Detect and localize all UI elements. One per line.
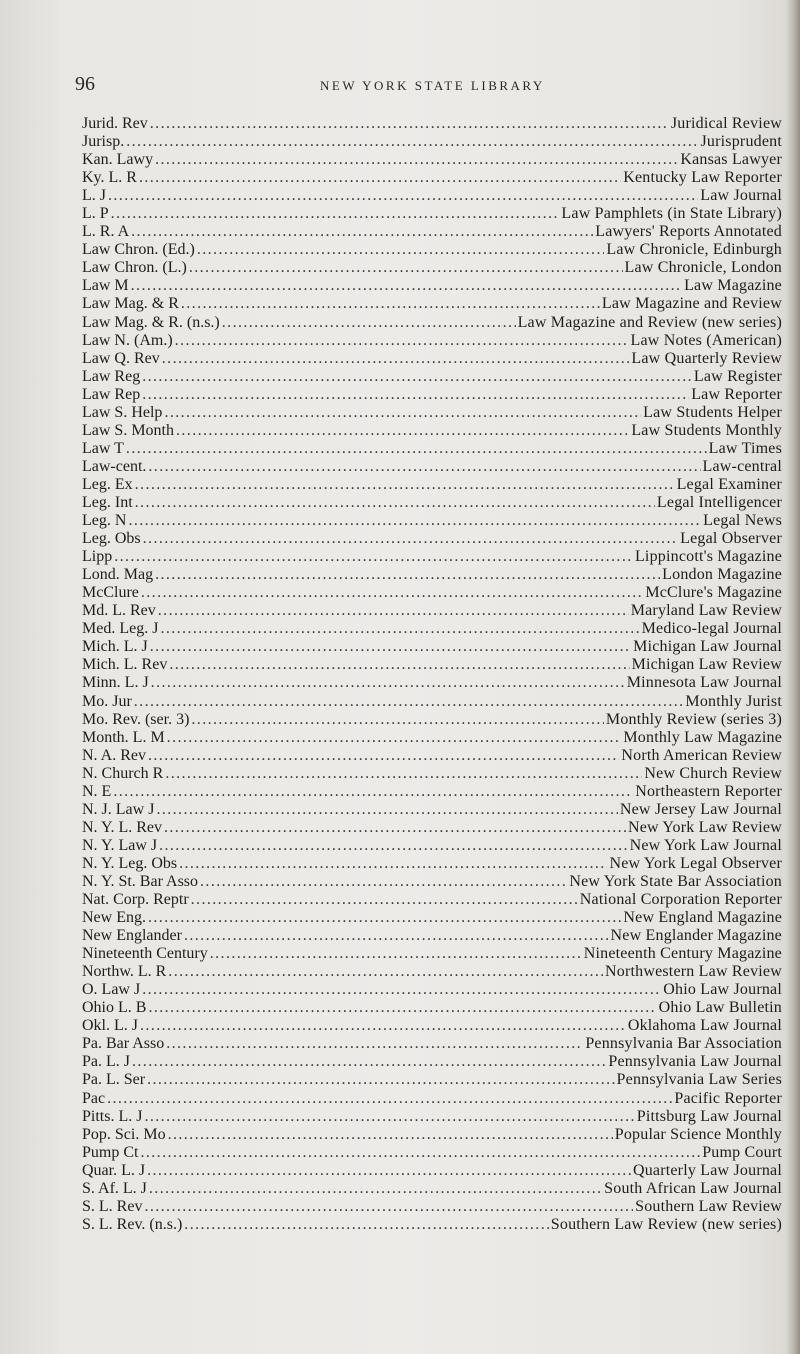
list-item <box>82 693 782 711</box>
abbreviation: Pop. Sci. Mo <box>82 1125 166 1143</box>
dot-leader <box>107 1090 672 1108</box>
dot-leader <box>142 981 661 999</box>
full-title: Medico-legal Journal <box>641 620 782 638</box>
full-title: Legal Intelligencer <box>656 493 782 511</box>
abbreviation: S. L. Rev <box>82 1197 143 1215</box>
list-item <box>82 223 782 241</box>
abbreviation: N. Y. Leg. Obs <box>82 854 178 872</box>
full-title: Legal News <box>703 512 782 530</box>
list-item <box>82 1035 782 1053</box>
dot-leader <box>149 1180 602 1198</box>
full-title: Pittsburg Law Journal <box>636 1107 782 1125</box>
dot-leader <box>140 1017 626 1035</box>
list-item <box>82 873 782 891</box>
dot-leader <box>184 1216 548 1234</box>
abbreviation: Md. L. Rev <box>82 602 156 620</box>
abbreviation: S. Af. L. J <box>82 1179 147 1197</box>
abbreviation: Pac <box>82 1089 106 1107</box>
full-title: Jurisprudent <box>700 133 782 151</box>
full-title: Ohio Law Bulletin <box>658 999 782 1017</box>
dot-leader <box>160 620 639 638</box>
dot-leader <box>184 927 609 945</box>
dot-leader <box>168 1126 613 1144</box>
dot-leader <box>151 674 625 692</box>
dot-leader <box>140 1144 700 1162</box>
list-item <box>82 1162 782 1180</box>
full-title: Law Pamphlets (in State Library) <box>561 205 782 223</box>
full-title: Maryland Law Review <box>630 602 782 620</box>
list-item <box>82 765 782 783</box>
dot-leader <box>155 566 660 584</box>
dot-leader <box>197 241 605 259</box>
dot-leader <box>143 530 678 548</box>
abbreviation-list <box>82 115 782 1234</box>
page-edge-shadow <box>786 0 800 1354</box>
full-title: North American Review <box>621 746 782 764</box>
full-title: Pennsylvania Law Journal <box>608 1053 782 1071</box>
abbreviation: N. A. Rev <box>82 746 146 764</box>
list-item <box>82 963 782 981</box>
abbreviation: Quar. L. J <box>82 1161 146 1179</box>
dot-leader <box>144 1198 633 1216</box>
abbreviation: Law-cent. <box>82 457 147 475</box>
abbreviation: Leg. Obs <box>82 530 141 548</box>
abbreviation: Law Reg <box>82 367 141 385</box>
full-title: Law Magazine and Review (new series) <box>517 313 782 331</box>
abbreviation: Law T <box>82 439 124 457</box>
abbreviation: Law S. Month <box>82 421 174 439</box>
full-title: Lippincott's Magazine <box>634 548 782 566</box>
dot-leader <box>191 891 578 909</box>
full-title: Kansas Lawyer <box>680 151 782 169</box>
abbreviation: Pa. Bar Asso <box>82 1035 165 1053</box>
list-item <box>82 819 782 837</box>
list-item <box>82 530 782 548</box>
dot-leader <box>114 548 633 566</box>
dot-leader <box>164 404 641 422</box>
full-title: Southern Law Review <box>635 1197 782 1215</box>
list-item <box>82 133 782 151</box>
list-item <box>82 638 782 656</box>
dot-leader <box>200 873 567 891</box>
abbreviation: S. L. Rev. (n.s.) <box>82 1215 183 1233</box>
dot-leader <box>126 133 698 151</box>
dot-leader <box>142 386 689 404</box>
list-item <box>82 512 782 530</box>
abbreviation: Law S. Help <box>82 403 163 421</box>
abbreviation: N. Church R <box>82 764 164 782</box>
full-title: Popular Science Monthly <box>614 1125 782 1143</box>
full-title: Pennsylvania Law Series <box>616 1071 782 1089</box>
full-title: Law Magazine <box>684 277 782 295</box>
full-title: Law Quarterly Review <box>631 349 782 367</box>
dot-leader <box>150 638 631 656</box>
full-title: Pacific Reporter <box>674 1089 782 1107</box>
abbreviation: Pa. L. Ser <box>82 1071 146 1089</box>
abbreviation: Law Mag. & R. (n.s.) <box>82 313 220 331</box>
list-item <box>82 422 782 440</box>
abbreviation: Med. Leg. J <box>82 620 159 638</box>
list-item <box>82 602 782 620</box>
list-item <box>82 981 782 999</box>
full-title: Nineteenth Century Magazine <box>583 945 782 963</box>
full-title: Monthly Review (series 3) <box>605 710 782 728</box>
abbreviation: L. R. A <box>82 223 130 241</box>
dot-leader <box>179 855 607 873</box>
full-title: Juridical Review <box>670 115 782 132</box>
list-item <box>82 1180 782 1198</box>
dot-leader <box>113 783 633 801</box>
dot-leader <box>135 494 655 512</box>
list-item <box>82 368 782 386</box>
abbreviation: Northw. L. R <box>82 963 167 981</box>
abbreviation: Kan. Lawy <box>82 151 154 169</box>
list-item <box>82 187 782 205</box>
list-item <box>82 1090 782 1108</box>
list-item <box>82 1126 782 1144</box>
list-item <box>82 855 782 873</box>
dot-leader <box>156 801 617 819</box>
abbreviation: Jurid. Rev <box>82 115 148 132</box>
full-title: Law Chronicle, Edinburgh <box>606 241 782 259</box>
list-item <box>82 584 782 602</box>
dot-leader <box>126 440 707 458</box>
abbreviation: Mo. Jur <box>82 692 132 710</box>
list-item <box>82 783 782 801</box>
list-item <box>82 909 782 927</box>
list-item <box>82 1144 782 1162</box>
abbreviation: N. Y. Law J <box>82 836 158 854</box>
abbreviation: Month. L. M <box>82 728 165 746</box>
dot-leader <box>165 765 642 783</box>
full-title: Pump Court <box>702 1143 782 1161</box>
full-title: New York State Bar Association <box>569 872 782 890</box>
abbreviation: Law Q. Rev <box>82 349 160 367</box>
abbreviation: Nineteenth Century <box>82 945 208 963</box>
list-item <box>82 259 782 277</box>
abbreviation: N. E <box>82 782 112 800</box>
abbreviation: New Englander <box>82 927 182 945</box>
list-item <box>82 205 782 223</box>
list-item <box>82 1108 782 1126</box>
full-title: New Englander Magazine <box>610 927 782 945</box>
dot-leader <box>148 747 619 765</box>
full-title: National Corporation Reporter <box>579 891 782 909</box>
list-item <box>82 1216 782 1234</box>
dot-leader <box>210 945 582 963</box>
dot-leader <box>159 837 627 855</box>
full-title: Law-central <box>702 457 782 475</box>
full-title: Michigan Law Review <box>631 656 782 674</box>
abbreviation: Jurisp. <box>82 133 125 151</box>
list-item <box>82 548 782 566</box>
list-item <box>82 386 782 404</box>
list-item <box>82 747 782 765</box>
full-title: New England Magazine <box>623 909 782 927</box>
full-title: Legal Examiner <box>676 475 782 493</box>
abbreviation: Okl. L. J <box>82 1017 138 1035</box>
abbreviation: N. Y. St. Bar Asso <box>82 872 199 890</box>
abbreviation: Law Mag. & R <box>82 295 179 313</box>
list-item <box>82 1053 782 1071</box>
full-title: Law Reporter <box>691 385 782 403</box>
list-item <box>82 332 782 350</box>
abbreviation: Lond. Mag <box>82 566 154 584</box>
abbreviation: New Eng. <box>82 909 146 927</box>
list-item <box>82 729 782 747</box>
abbreviation: Law Chron. (Ed.) <box>82 241 195 259</box>
full-title: Kentucky Law Reporter <box>623 169 782 187</box>
abbreviation: Law Chron. (L.) <box>82 259 187 277</box>
dot-leader <box>150 115 669 133</box>
dot-leader <box>175 332 629 350</box>
dot-leader <box>139 169 621 187</box>
abbreviation: Leg. N <box>82 512 127 530</box>
list-item <box>82 999 782 1017</box>
abbreviation: Pa. L. J <box>82 1053 130 1071</box>
list-item <box>82 404 782 422</box>
dot-leader <box>148 999 656 1017</box>
full-title: Northeastern Reporter <box>635 782 782 800</box>
abbreviation: Minn. L. J <box>82 674 149 692</box>
abbreviation: L. P <box>82 205 109 223</box>
full-title: London Magazine <box>662 566 782 584</box>
full-title: Law Times <box>708 439 782 457</box>
list-item <box>82 711 782 729</box>
list-item <box>82 295 782 313</box>
abbreviation: Pitts. L. J <box>82 1107 143 1125</box>
list-item <box>82 1017 782 1035</box>
dot-leader <box>222 314 516 332</box>
dot-leader <box>176 422 629 440</box>
dot-leader <box>168 963 603 981</box>
dot-leader <box>134 693 684 711</box>
abbreviation: N. Y. L. Rev <box>82 818 162 836</box>
dot-leader <box>135 476 675 494</box>
dot-leader <box>148 458 700 476</box>
running-head: NEW YORK STATE LIBRARY <box>320 78 545 93</box>
list-item <box>82 314 782 332</box>
list-item <box>82 115 782 133</box>
dot-leader <box>142 368 692 386</box>
full-title: Southern Law Review (new series) <box>550 1215 782 1233</box>
abbreviation: Law Rep <box>82 385 141 403</box>
abbreviation: Law N. (Am.) <box>82 331 173 349</box>
full-title: New York Law Journal <box>629 836 782 854</box>
full-title: McClure's Magazine <box>645 584 782 602</box>
dot-leader <box>147 1071 614 1089</box>
abbreviation: Ohio L. B <box>82 999 147 1017</box>
dot-leader <box>144 1108 634 1126</box>
dot-leader <box>167 729 622 747</box>
full-title: Michigan Law Journal <box>633 638 782 656</box>
dot-leader <box>155 151 678 169</box>
list-item <box>82 350 782 368</box>
dot-leader <box>158 602 629 620</box>
abbreviation: Law M <box>82 277 129 295</box>
list-item <box>82 169 782 187</box>
dot-leader <box>169 656 629 674</box>
abbreviation: N. J. Law J <box>82 800 155 818</box>
dot-leader <box>166 1035 583 1053</box>
abbreviation: Nat. Corp. Reptr <box>82 891 189 909</box>
list-item <box>82 674 782 692</box>
full-title: Minnesota Law Journal <box>626 674 782 692</box>
list-item <box>82 476 782 494</box>
dot-leader <box>148 909 621 927</box>
list-item <box>82 494 782 512</box>
full-title: Monthly Jurist <box>685 692 782 710</box>
abbreviation: O. Law J <box>82 981 141 999</box>
full-title: Law Register <box>693 367 782 385</box>
page-number: 96 <box>75 73 95 95</box>
abbreviation: Pump Ct <box>82 1143 139 1161</box>
abbreviation: L. J <box>82 187 106 205</box>
list-item <box>82 440 782 458</box>
full-title: Law Students Monthly <box>631 421 782 439</box>
dot-leader <box>162 350 630 368</box>
full-title: Monthly Law Magazine <box>623 728 782 746</box>
full-title: Oklahoma Law Journal <box>627 1017 782 1035</box>
dot-leader <box>164 819 626 837</box>
list-item <box>82 927 782 945</box>
abbreviation: Leg. Int <box>82 493 133 511</box>
full-title: Law Notes (American) <box>630 331 782 349</box>
list-item <box>82 458 782 476</box>
dot-leader <box>189 259 623 277</box>
full-title: Legal Observer <box>680 530 782 548</box>
full-title: New York Legal Observer <box>609 854 782 872</box>
dot-leader <box>128 512 701 530</box>
dot-leader <box>147 1162 631 1180</box>
full-title: Law Magazine and Review <box>601 295 782 313</box>
dot-leader <box>131 277 682 295</box>
abbreviation: Lipp <box>82 548 113 566</box>
list-item <box>82 277 782 295</box>
list-item <box>82 945 782 963</box>
dot-leader <box>181 295 600 313</box>
dot-leader <box>108 187 698 205</box>
list-item <box>82 801 782 819</box>
full-title: South African Law Journal <box>604 1179 782 1197</box>
abbreviation: Mich. L. J <box>82 638 148 656</box>
list-item <box>82 1071 782 1089</box>
dot-leader <box>141 584 643 602</box>
full-title: New York Law Review <box>627 818 782 836</box>
list-item <box>82 566 782 584</box>
list-item <box>82 891 782 909</box>
full-title: Northwestern Law Review <box>605 963 782 981</box>
list-item <box>82 1198 782 1216</box>
full-title: Pennsylvania Bar Association <box>585 1035 782 1053</box>
full-title: Law Journal <box>700 187 782 205</box>
dot-leader <box>132 1053 606 1071</box>
abbreviation: Leg. Ex <box>82 475 133 493</box>
dot-leader <box>191 711 604 729</box>
full-title: Quarterly Law Journal <box>632 1161 782 1179</box>
full-title: Lawyers' Reports Annotated <box>595 223 782 241</box>
abbreviation: McClure <box>82 584 139 602</box>
list-item <box>82 620 782 638</box>
full-title: Law Students Helper <box>643 403 782 421</box>
list-item <box>82 241 782 259</box>
full-title: New Church Review <box>644 764 782 782</box>
dot-leader <box>131 223 593 241</box>
full-title: New Jersey Law Journal <box>619 800 782 818</box>
full-title: Law Chronicle, London <box>624 259 782 277</box>
dot-leader <box>111 205 560 223</box>
list-item <box>82 837 782 855</box>
abbreviation: Mich. L. Rev <box>82 656 168 674</box>
full-title: Ohio Law Journal <box>663 981 782 999</box>
list-item <box>82 656 782 674</box>
abbreviation: Ky. L. R <box>82 169 137 187</box>
abbreviation: Mo. Rev. (ser. 3) <box>82 710 190 728</box>
list-item <box>82 151 782 169</box>
